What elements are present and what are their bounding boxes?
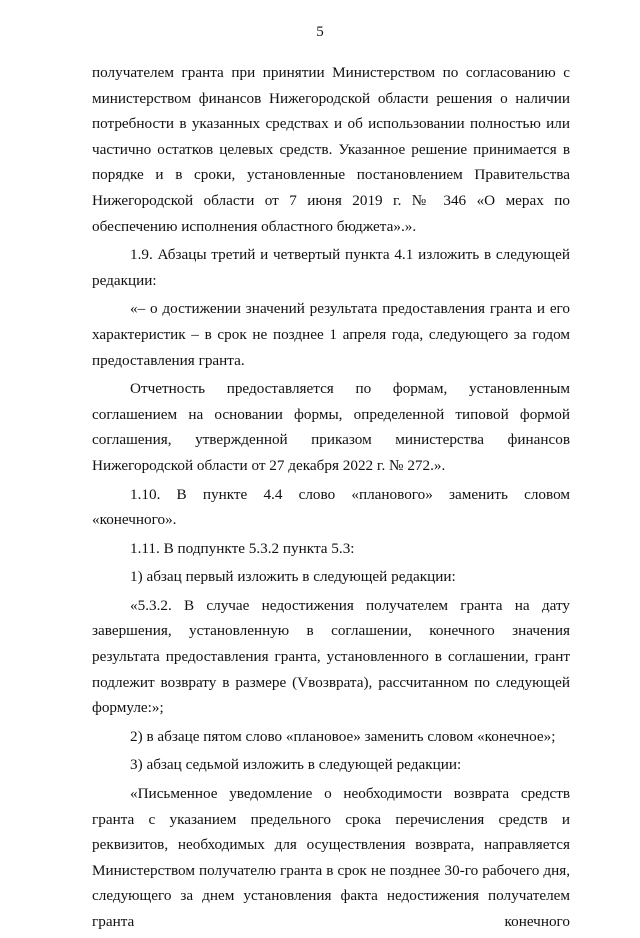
paragraph-subitem-2: 2) в абзаце пятом слово «плановое» заменить словом «конечное»; bbox=[130, 727, 556, 745]
paragraph-quote-notification: «Письменное уведомление о необходимости возврата средств гранта с указанием предельного срока перечисления средств и реквизитов, необходимых для осуществления возврата, направляется Министерством получателю гранта в срок не позднее 30-го рабочего дня, следующего за днем установления факта недостижения получателем гранта конечного bbox=[92, 785, 570, 930]
paragraph-quote-reporting-deadline: «– о достижении значений результата предоставления гранта и его характеристик – в срок не позднее 1 апреля года, следующего за годом предоставления гранта. bbox=[92, 300, 570, 369]
page-number: 5 bbox=[316, 24, 324, 40]
paragraph-continuation: получателем гранта при принятии Министерством по согласованию с министерством финансов Нижегородской области решения о наличии потребности в указанных средствах и об использовании полностью или частично остатков целевых средств. Указанное решение принимается в порядке и в сроки, установленные постановлением Правительства Нижегородской области от 7 июня 2019 г. № 346 «О мерах по обеспечению исполнения областного бюджета».». bbox=[92, 64, 570, 235]
paragraph-item-1-9: 1.9. Абзацы третий и четвертый пункта 4.1 изложить в следующей редакции: bbox=[92, 246, 570, 289]
paragraph-subitem-1: 1) абзац первый изложить в следующей редакции: bbox=[130, 568, 456, 586]
paragraph-subitem-3: 3) абзац седьмой изложить в следующей редакции: bbox=[130, 756, 462, 774]
paragraph-item-1-10: 1.10. В пункте 4.4 слово «планового» заменить словом «конечного». bbox=[92, 485, 570, 529]
paragraph-item-1-11: 1.11. В подпункте 5.3.2 пункта 5.3: bbox=[130, 539, 355, 557]
document-body bbox=[92, 60, 570, 938]
paragraph-reporting-forms: Отчетность предоставляется по формам, установленным соглашением на основании формы, определенной типовой формой соглашения, утвержденной приказом министерства финансов Нижегородской области от 27 декабря 2022 г. № 272.». bbox=[92, 380, 570, 474]
paragraph-quote-5-3-2: «5.3.2. В случае недостижения получателем гранта на дату завершения, установленную в соглашении, конечного значения результата предоставления гранта, установленного в соглашении, грант подлежит возврату в размере (Vвозврата), рассчитанном по следующей формуле:»; bbox=[92, 596, 570, 717]
